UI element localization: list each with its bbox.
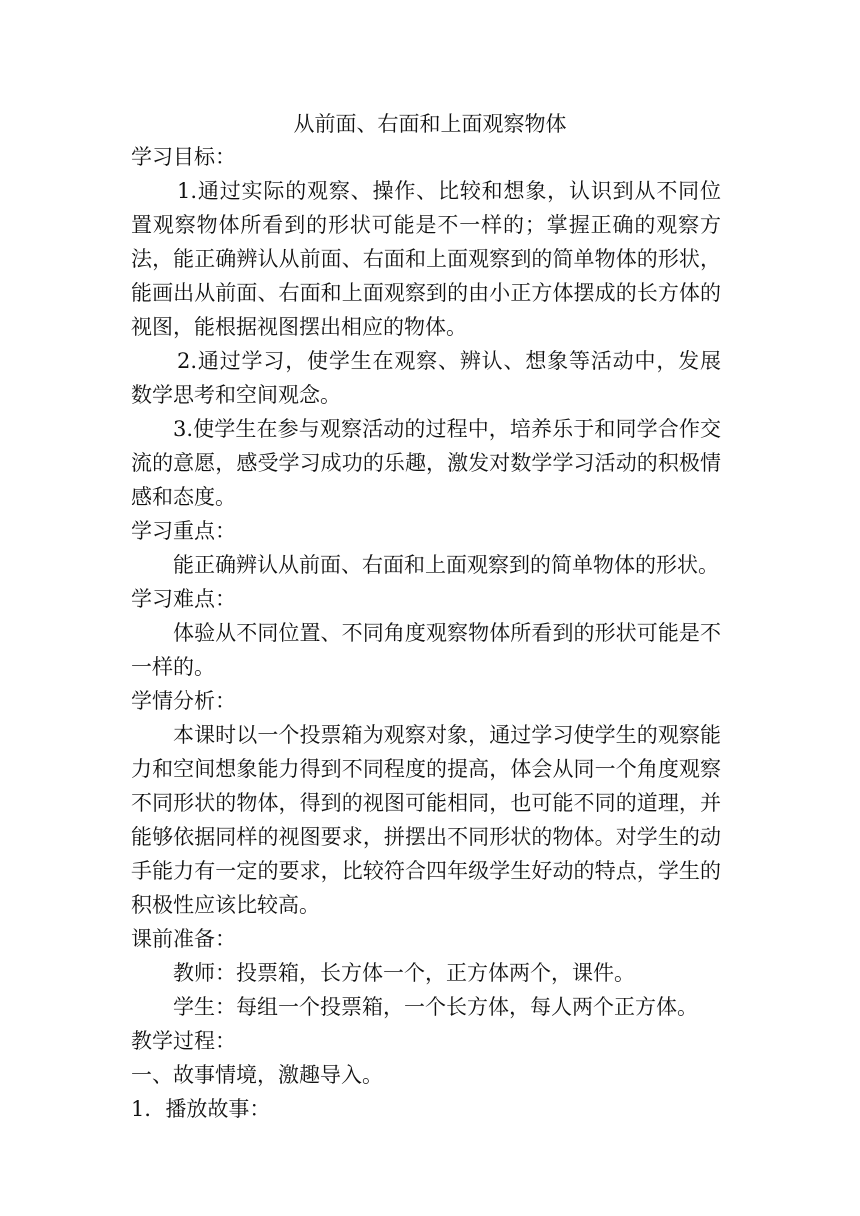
key-points-text: 能正确辨认从前面、右面和上面观察到的简单物体的形状。 (173, 553, 719, 577)
objective-item-3: 3.使学生在参与观察活动的过程中，培养乐于和同学合作交流的意愿，感受学习成功的乐趣，激发对数学学习活动的积极情感和态度。 (131, 417, 721, 509)
preparation-students: 学生：每组一个投票箱，一个长方体，每人两个正方体。 (173, 995, 698, 1019)
objective-item-1: 1.通过实际的观察、操作、比较和想象，认识到从不同位置观察物体所看到的形状可能是不一样的；掌握正确的观察方法，能正确辨认从前面、右面和上面观察到的简单物体的形状，能画出从前面、右面和上面观察到的由小正方体摆成的长方体的视图，能根据视图摆出相应的物体。 (131, 179, 721, 339)
difficulties-text: 体验从不同位置、不同角度观察物体所看到的形状可能是不一样的。 (131, 621, 721, 679)
objectives-heading: 学习目标： (131, 145, 236, 169)
preparation-teacher: 教师：投票箱，长方体一个，正方体两个，课件。 (173, 961, 635, 985)
process-section-1: 一、故事情境，激趣导入。 (131, 1063, 383, 1087)
objective-item-2: 2.通过学习，使学生在观察、辨认、想象等活动中，发展数学思考和空间观念。 (131, 349, 721, 407)
analysis-text: 本课时以一个投票箱为观察对象，通过学习使学生的观察能力和空间想象能力得到不同程度的提高，体会从同一个角度观察不同形状的物体，得到的视图可能相同，也可能不同的道理，并能够依据同样的视图要求，拼摆出不同形状的物体。对学生的动手能力有一定的要求，比较符合四年级学生好动的特点，学生的积极性应该比较高。 (131, 723, 721, 917)
document-title: 从前面、右面和上面观察物体 (293, 112, 567, 136)
preparation-heading: 课前准备： (131, 927, 236, 951)
analysis-heading: 学情分析： (131, 689, 236, 713)
document-body (131, 140, 721, 1126)
process-heading: 教学过程： (131, 1029, 236, 1053)
difficulties-heading: 学习难点： (131, 587, 236, 611)
process-step-1: 1．播放故事： (131, 1097, 271, 1121)
key-points-heading: 学习重点： (131, 519, 236, 543)
